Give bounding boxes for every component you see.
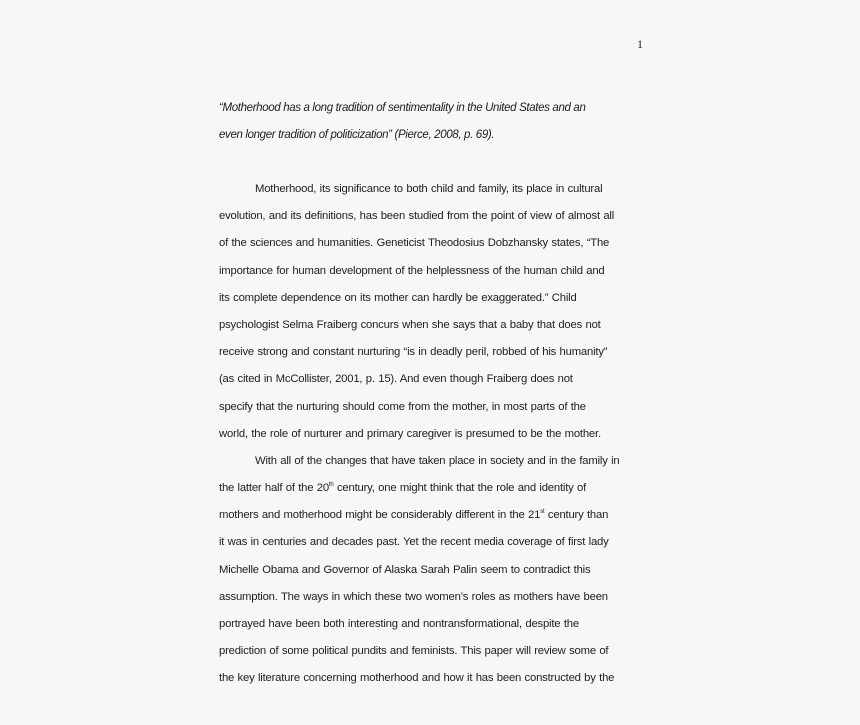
body-text <box>219 180 659 697</box>
paragraph-2-line <box>219 506 659 533</box>
paragraph-1-line: specify that the nurturing should come from the mother, in most parts of the <box>219 400 586 413</box>
epigraph-quote <box>219 99 659 153</box>
paragraph-2-line: the key literature concerning motherhood and how it has been constructed by the <box>219 672 615 685</box>
paragraph-1-line: (as cited in McCollister, 2001, p. 15). And even though Fraiberg does not <box>219 373 573 386</box>
line-text: the latter half of the 20 <box>219 482 329 495</box>
epigraph-line: even longer tradition of politicization” (Pierce, 2008, p. 69). <box>219 129 495 141</box>
paragraph-1-line: psychologist Selma Fraiberg concurs when she says that a baby that does not <box>219 318 601 331</box>
paragraph-1-line: its complete dependence on its mother can hardly be exaggerated.” Child <box>219 291 577 304</box>
paragraph-2-line: With all of the changes that have taken place in society and in the family in <box>255 454 620 467</box>
paragraph-1-line: evolution, and its definitions, has been studied from the point of view of almost all <box>219 210 615 223</box>
ordinal-superscript: th <box>328 482 334 489</box>
paragraph-2-line: prediction of some political pundits and feminists. This paper will review some of <box>219 645 609 658</box>
page-number: 1 <box>637 37 643 51</box>
paragraph-1-line: world, the role of nurturer and primary caregiver is presumed to be the mother. <box>219 427 601 440</box>
epigraph-line: “Motherhood has a long tradition of sentimentality in the United States and an <box>219 102 586 114</box>
paragraph-1-line: Motherhood, its significance to both child and family, its place in cultural <box>255 183 603 195</box>
paragraph-1-line: importance for human development of the helplessness of the human child and <box>219 264 605 277</box>
line-text: mothers and motherhood might be considerably different in the 21 <box>219 509 541 522</box>
line-text: century than <box>544 509 609 522</box>
line-text: century, one might think that the role and identity of <box>333 482 587 495</box>
ordinal-superscript: st <box>540 509 545 516</box>
paragraph-1-line: receive strong and constant nurturing “is in deadly peril, robbed of his humanity” <box>219 346 608 359</box>
paragraph-2-line: portrayed have been both interesting and nontransformational, despite the <box>219 618 579 630</box>
paragraph-2-line <box>219 479 659 506</box>
paragraph-2-line: assumption. The ways in which these two women’s roles as mothers have been <box>219 590 608 603</box>
paragraph-2-line: it was in centuries and decades past. Yet the recent media coverage of first lady <box>219 536 609 549</box>
paragraph-1-line: of the sciences and humanities. Geneticist Theodosius Dobzhansky states, “The <box>219 237 610 250</box>
paragraph-2-line: Michelle Obama and Governor of Alaska Sarah Palin seem to contradict this <box>219 563 591 576</box>
